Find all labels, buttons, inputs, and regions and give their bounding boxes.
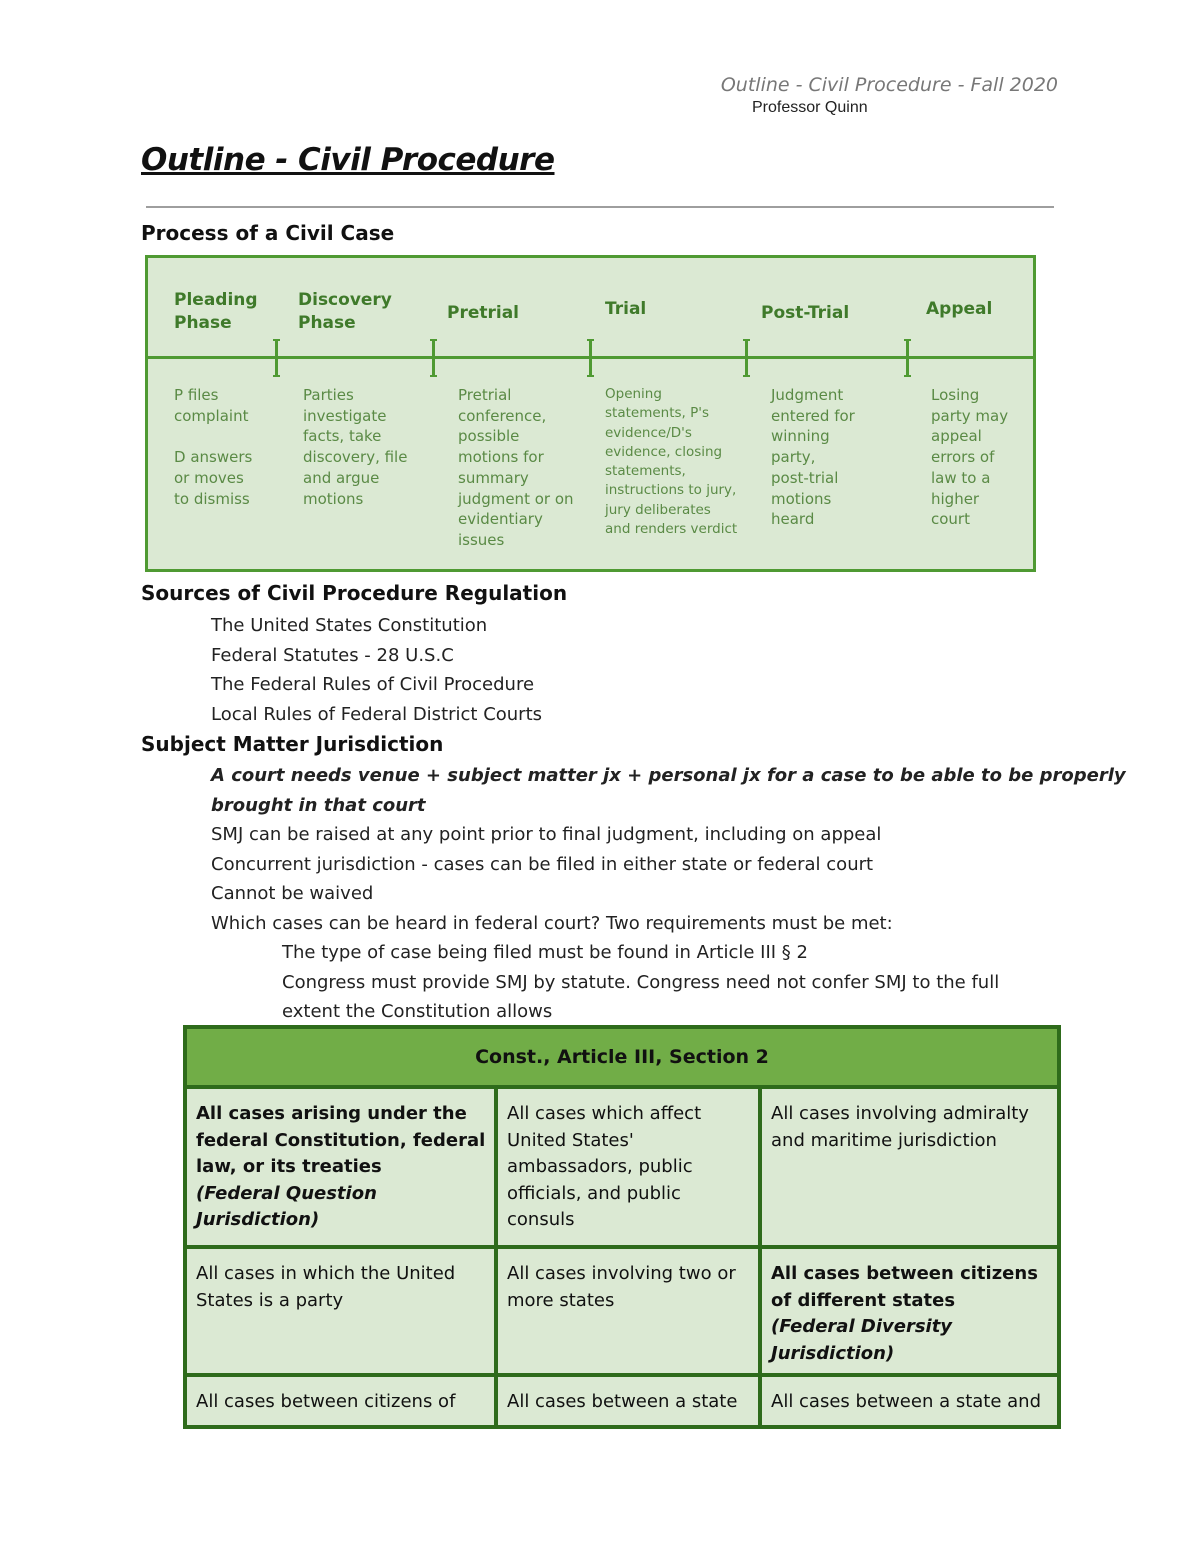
- table-cell: All cases between a state and: [760, 1375, 1059, 1427]
- phase-title-post-trial: Post-Trial: [761, 303, 850, 323]
- phase-desc-pleading: P files complaint D answers or moves to dismiss: [174, 386, 253, 508]
- article-iii-table: [183, 1025, 1061, 1429]
- table-heading: Const., Article III, Section 2: [185, 1027, 1059, 1087]
- list-item: Concurrent jurisdiction - cases can be filed in either state or federal court: [211, 853, 874, 875]
- table-cell: All cases involving admiralty and maritime jurisdiction: [760, 1087, 1059, 1247]
- course-header: Outline - Civil Procedure - Fall 2020: [720, 74, 1058, 96]
- phase-title-trial: Trial: [605, 299, 647, 319]
- section-sources: Sources of Civil Procedure Regulation: [141, 581, 568, 605]
- phase-title-discovery: Discovery Phase: [298, 290, 392, 333]
- phase-desc-appeal: Losing party may appeal errors of law to a higher court: [931, 386, 1009, 529]
- timeline-tick: [906, 339, 909, 377]
- table-cell: All cases which affect United States' ambassadors, public officials, and public consuls: [496, 1087, 760, 1247]
- list-item: Cannot be waived: [211, 883, 374, 904]
- list-item: Federal Statutes - 28 U.S.C: [211, 644, 454, 666]
- list-item: Which cases can be heard in federal court? Two requirements must be met:: [211, 912, 893, 934]
- timeline-tick: [745, 339, 748, 377]
- timeline-tick: [589, 339, 592, 377]
- timeline-tick: [275, 339, 278, 377]
- list-item: SMJ can be raised at any point prior to final judgment, including on appeal: [211, 824, 882, 845]
- table-cell: All cases between citizens of: [185, 1375, 496, 1427]
- phase-desc-post-trial: Judgment entered for winning party, post-trial motions heard: [771, 386, 855, 529]
- table-cell: All cases arising under the federal Constitution, federal law, or its treaties (Federal Question Jurisdiction): [185, 1087, 496, 1247]
- list-item: Local Rules of Federal District Courts: [211, 703, 543, 725]
- phase-title-pleading: Pleading Phase: [174, 290, 258, 333]
- smj-list: [0, 761, 1126, 1027]
- sources-list: [0, 611, 542, 729]
- table-cell: All cases involving two or more states: [496, 1247, 760, 1375]
- table-cell: All cases between citizens of different states (Federal Diversity Jurisdiction): [760, 1247, 1059, 1375]
- list-item-continuation: brought in that court: [211, 794, 426, 816]
- list-item: The Federal Rules of Civil Procedure: [211, 674, 535, 695]
- page-title: Outline - Civil Procedure: [141, 142, 555, 178]
- table-cell: All cases in which the United States is a party: [185, 1247, 496, 1375]
- phase-desc-trial: Opening statements, P's evidence/D's evidence, closing statements, instructions to jury, jury deliberates and renders verdict: [605, 386, 738, 538]
- title-divider: [146, 206, 1054, 208]
- table-cell: All cases between a state: [496, 1375, 760, 1427]
- section-process: Process of a Civil Case: [141, 221, 395, 245]
- phase-desc-discovery: Parties investigate facts, take discovery, file and argue motions: [303, 386, 408, 508]
- section-smj: Subject Matter Jurisdiction: [141, 732, 444, 756]
- sub-list-item: The type of case being filed must be found in Article III § 2: [282, 942, 808, 963]
- phase-title-appeal: Appeal: [926, 299, 993, 319]
- process-timeline: [145, 255, 1036, 572]
- sub-list-item-continuation: extent the Constitution allows: [282, 1001, 553, 1022]
- professor-name: Professor Quinn: [752, 99, 868, 116]
- phase-desc-pretrial: Pretrial conference, possible motions for summary judgment or on evidentiary issues: [458, 386, 574, 549]
- list-item: The United States Constitution: [211, 615, 488, 636]
- phase-title-pretrial: Pretrial: [447, 303, 520, 323]
- timeline-tick: [432, 339, 435, 377]
- sub-list-item: Congress must provide SMJ by statute. Congress need not confer SMJ to the full: [282, 971, 1000, 993]
- list-item: A court needs venue + subject matter jx + personal jx for a case to be able to be properly: [211, 765, 1126, 786]
